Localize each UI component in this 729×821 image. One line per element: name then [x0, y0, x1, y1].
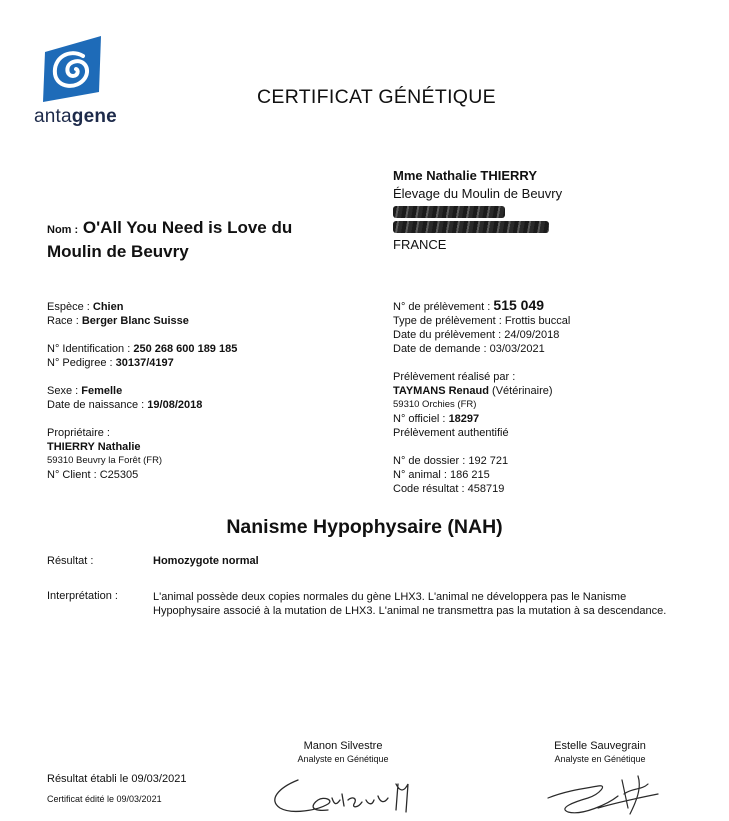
code-value: 458719 [467, 483, 505, 495]
identification-value: 250 268 600 189 185 [133, 343, 238, 355]
espece-value: Chien [92, 301, 124, 313]
prelevement-label: N° de prélèvement : [393, 301, 491, 313]
animal-info [47, 300, 237, 482]
proprietaire-name: THIERRY Nathalie [47, 441, 141, 453]
logo-wordmark: antagene [34, 106, 117, 127]
dossier-value: 192 721 [468, 455, 509, 467]
client-value: C25305 [99, 469, 139, 481]
naissance-label: Date de naissance : [47, 399, 145, 411]
signatory-role: Analyste en Génétique [297, 754, 389, 764]
sexe-label: Sexe : [47, 385, 79, 397]
date-demande-label: Date de demande : [393, 343, 487, 355]
test-title: Nanisme Hypophysaire (NAH) [226, 516, 503, 538]
signature-2-image [538, 768, 668, 820]
proprietaire-address: 59310 Beuvry la Forêt (FR) [47, 455, 163, 466]
prelevement-value: 515 049 [493, 297, 545, 313]
antagene-logo-icon [39, 34, 104, 104]
date-prelevement-value: 24/09/2018 [504, 329, 560, 341]
sexe-value: Femelle [81, 385, 123, 397]
date-demande-value: 03/03/2021 [489, 343, 545, 355]
owner-kennel: Élevage du Moulin de Beuvry [393, 186, 563, 201]
certificat-edite: Certificat édité le 09/03/2021 [47, 794, 162, 804]
vet-name: TAYMANS Renaud [393, 385, 489, 397]
interpretation-text [153, 590, 713, 618]
animal-no-label: N° animal : [393, 469, 447, 481]
race-value: Berger Blanc Suisse [81, 315, 189, 327]
resultat-value: Homozygote normal [153, 555, 259, 567]
animal-name-line2: Moulin de Beuvry [47, 242, 189, 261]
officiel-label: N° officiel : [393, 413, 446, 425]
realise-label: Prélèvement réalisé par : [393, 371, 516, 383]
resultat-etabli: Résultat établi le 09/03/2021 [47, 773, 187, 785]
animal-no-value: 186 215 [449, 469, 490, 481]
interpretation-line: Hypophysaire associé à la mutation de LHX3. L'animal ne transmettra pas la mutation à sa descendance. [153, 605, 667, 617]
owner-country: FRANCE [393, 237, 447, 252]
client-label: N° Client : [47, 469, 97, 481]
espece-label: Espèce : [47, 301, 90, 313]
certificate-title: CERTIFICAT GÉNÉTIQUE [257, 86, 496, 108]
antagene-logo [34, 34, 120, 130]
pedigree-value: 30137/4197 [115, 357, 174, 369]
date-prelevement-label: Date du prélèvement : [393, 329, 502, 341]
signature-block-1 [268, 740, 418, 764]
authentique-text: Prélèvement authentifié [393, 427, 509, 439]
signatory-role: Analyste en Génétique [554, 754, 646, 764]
dossier-label: N° de dossier : [393, 455, 466, 467]
redacted-address-line [393, 206, 505, 218]
type-value: Frottis buccal [504, 315, 571, 327]
officiel-value: 18297 [448, 413, 480, 425]
signatory-name: Manon Silvestre [303, 740, 383, 752]
redacted-address-line [393, 221, 549, 233]
animal-name-line1: O'All You Need is Love du [82, 218, 293, 237]
proprietaire-label: Propriétaire : [47, 427, 110, 439]
pedigree-label: N° Pedigree : [47, 357, 113, 369]
nom-label: Nom : [47, 224, 79, 236]
sample-info [393, 298, 570, 496]
vet-address: 59310 Orchies (FR) [393, 399, 477, 410]
animal-name-block [47, 217, 347, 263]
vet-role: (Vétérinaire) [492, 385, 553, 397]
owner-address-block [393, 167, 562, 254]
signatory-name: Estelle Sauvegrain [554, 740, 646, 752]
interpretation-line: L'animal possède deux copies normales du gène LHX3. L'animal ne développera pas le Nanisme [153, 591, 627, 603]
resultat-label: Résultat : [47, 555, 94, 567]
interpretation-label: Interprétation : [47, 590, 118, 602]
race-label: Race : [47, 315, 79, 327]
signature-block-2 [525, 740, 675, 764]
code-label: Code résultat : [393, 483, 465, 495]
identification-label: N° Identification : [47, 343, 131, 355]
signature-1-image [268, 770, 418, 820]
naissance-value: 19/08/2018 [147, 399, 203, 411]
owner-name: Mme Nathalie THIERRY [393, 168, 537, 183]
type-label: Type de prélèvement : [393, 315, 502, 327]
